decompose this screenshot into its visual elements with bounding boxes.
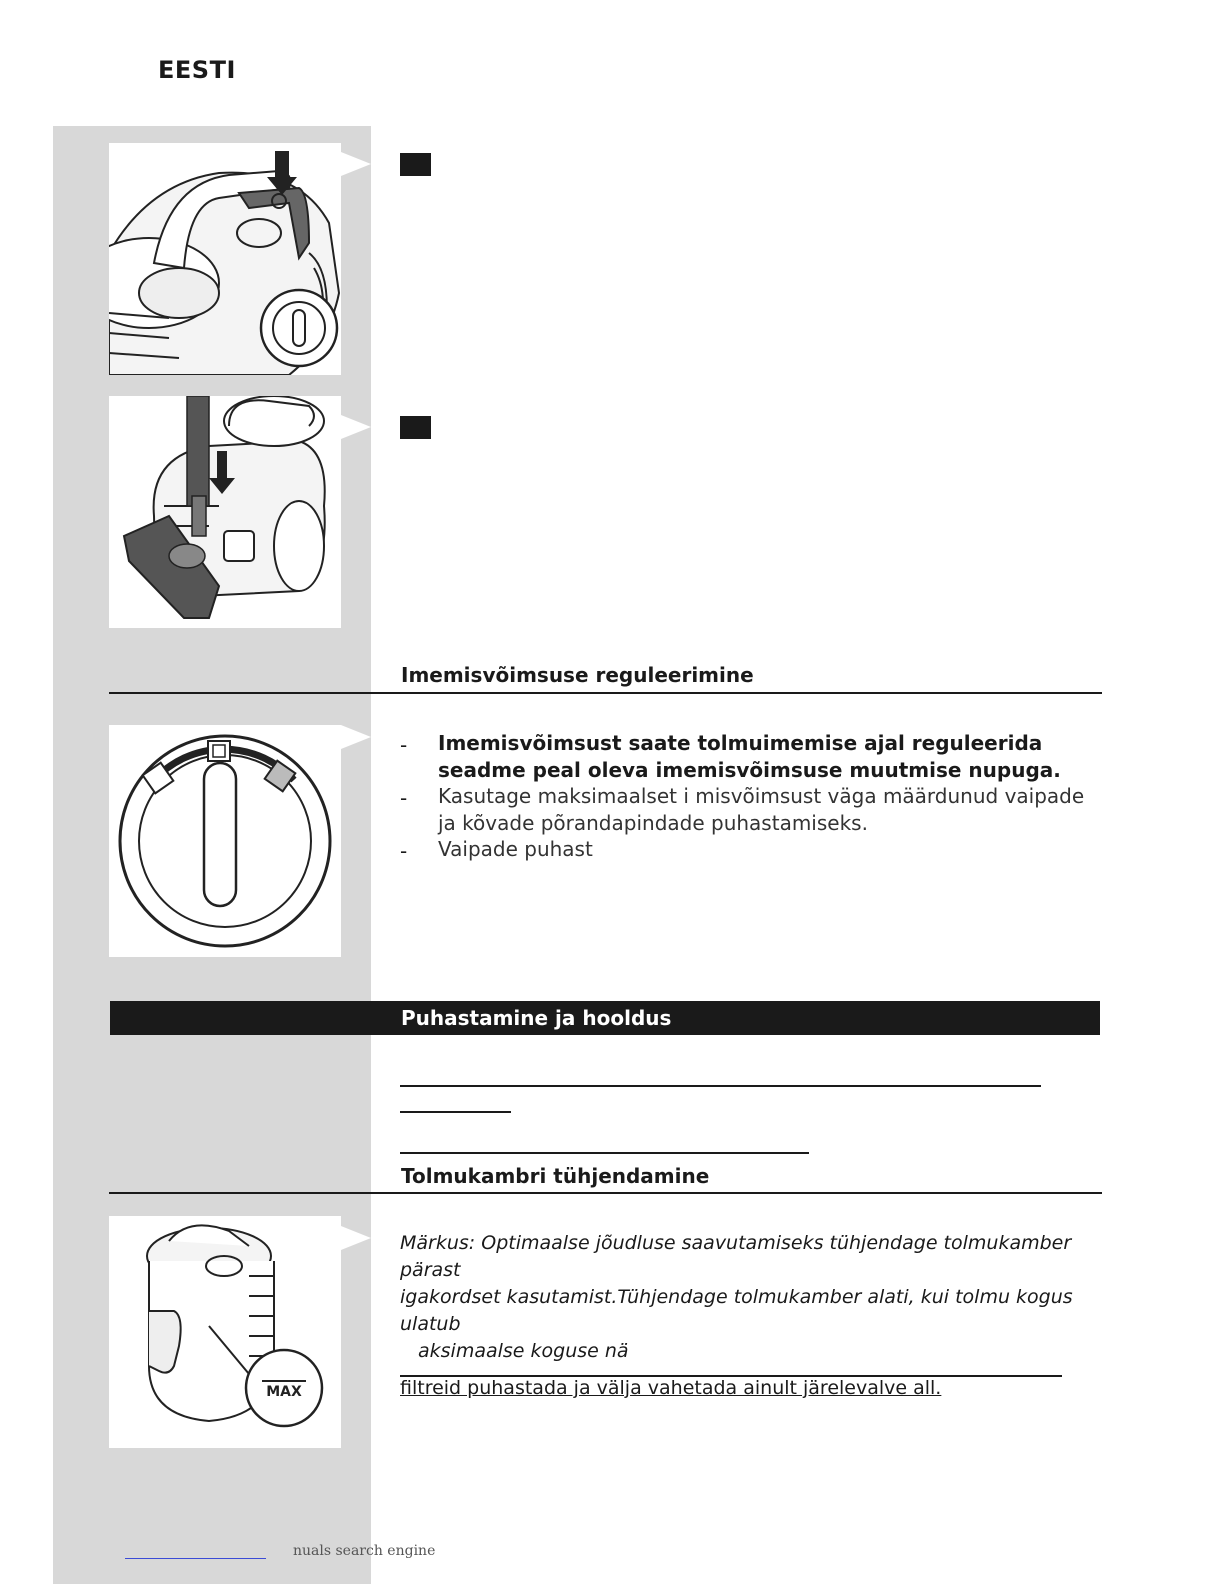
step-number-box xyxy=(400,416,431,439)
text-underline xyxy=(400,1085,1041,1087)
bullet-dash: - xyxy=(400,733,408,757)
language-label: EESTI xyxy=(158,56,236,84)
note-line: aksimaalse koguse nä xyxy=(418,1340,629,1362)
footer-link[interactable] xyxy=(125,1558,266,1559)
section-rule xyxy=(109,692,1102,694)
dust-container-illustration xyxy=(109,1216,341,1448)
suction-bullet-1: Imemisvõimsust saate tolmuimemise ajal reguleerida seadme peal oleva imemisvõimsuse muutmise nupuga. xyxy=(438,731,1061,782)
filter-warning-text: filtreid puhastada ja välja vahetada ainult järelevalve all. xyxy=(400,1377,942,1399)
step-number-box xyxy=(400,153,431,176)
vacuum-tube-illustration xyxy=(109,396,341,628)
suction-bullet-3: Vaipade puhast xyxy=(438,837,593,861)
figure-pointer xyxy=(341,1226,371,1250)
text-underline xyxy=(400,1111,511,1113)
suction-heading: Imemisvõimsuse reguleerimine xyxy=(401,663,754,687)
bullet-dash: - xyxy=(400,839,408,863)
cleaning-section-bar xyxy=(110,1001,1100,1035)
footer-watermark: nuals search engine xyxy=(293,1543,436,1559)
bullet-dash: - xyxy=(400,786,408,810)
figure-vacuum-tube-park xyxy=(109,396,341,628)
suction-bullet-2: Kasutage maksimaalset i misvõimsust väga määrdunud vaipade ja kõvade põrandapindade puhastamiseks. xyxy=(438,784,1085,835)
figure-pointer xyxy=(341,152,371,176)
cleaning-heading: Puhastamine ja hooldus xyxy=(401,1006,672,1030)
figure-vacuum-handle-press xyxy=(109,143,341,375)
figure-pointer xyxy=(341,415,371,439)
figure-suction-power-dial xyxy=(109,725,341,957)
vacuum-handle-illustration xyxy=(109,143,341,375)
section-rule xyxy=(109,1192,1102,1194)
figure-pointer xyxy=(341,725,371,749)
note-line: igakordset kasutamist.Tühjendage tolmukamber alati, kui tolmu kogus ulatub xyxy=(400,1286,1073,1335)
dust-note xyxy=(400,1230,1100,1365)
figure-dust-container-max xyxy=(109,1216,341,1448)
note-line: Märkus: Optimaalse jõudluse saavutamiseks tühjendage tolmukamber pärast xyxy=(400,1232,1072,1281)
dust-heading: Tolmukambri tühjendamine xyxy=(401,1164,710,1188)
max-label: MAX xyxy=(266,1384,302,1400)
suction-dial-illustration xyxy=(109,725,341,957)
text-underline xyxy=(400,1152,809,1154)
